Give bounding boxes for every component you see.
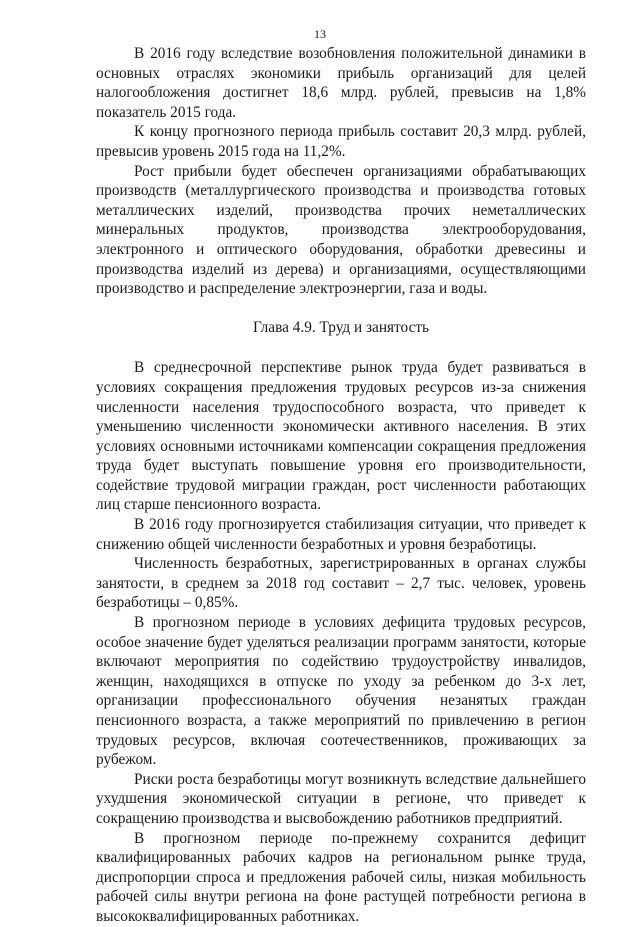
- paragraph: Численность безработных, зарегистрированных в органах службы занятости, в среднем за 2018 год составит – 2,7 тыс. человек, уровень безработицы – 0,85%.: [96, 555, 586, 612]
- chapter-heading: Глава 4.9. Труд и занятость: [252, 318, 430, 336]
- paragraph: В среднесрочной перспективе рынок труда будет развиваться в условиях сокращения предложения трудовых ресурсов из-за снижения численности населения трудоспособного возраста, что приведет к уменьшению численности экономически активного населения. В этих условиях основными источниками компенсации сокращения предложения труда будет выступать повышение уровня его производительности, содействие трудовой миграции граждан, рост численности работающих лиц старше пенсионного возраста.: [96, 359, 586, 514]
- paragraph: Риски роста безработицы могут возникнуть вследствие дальнейшего ухудшения экономической ситуации в регионе, что приведет к сокращению производства и высвобождению работников предприятий.: [96, 770, 586, 827]
- document-body: [96, 44, 586, 927]
- profit-section: [96, 44, 586, 299]
- page-number: 13: [314, 27, 326, 41]
- labor-section: [96, 358, 586, 926]
- paragraph: В 2016 году вследствие возобновления положительной динамики в основных отраслях экономики прибыль организаций для целей налогообложения достигнет 18,6 млрд. рублей, превысив на 1,8% показатель 2015 года.: [96, 45, 586, 121]
- paragraph: К концу прогнозного периода прибыль составит 20,3 млрд. рублей, превысив уровень 2015 года на 11,2%.: [96, 123, 586, 160]
- paragraph: В 2016 году прогнозируется стабилизация ситуации, что приведет к снижению общей численности безработных и уровня безработицы.: [96, 516, 586, 553]
- paragraph: В прогнозном периоде по-прежнему сохранится дефицит квалифицированных рабочих кадров на региональном рынке труда, диспропорции спроса и предложения рабочей силы, низкая мобильность рабочей силы внутри региона на фоне растущей потребности региона в высококвалифицированных работниках.: [96, 829, 586, 925]
- paragraph: В прогнозном периоде в условиях дефицита трудовых ресурсов, особое значение будет уделяться реализации программ занятости, которые включают мероприятия по содействию трудоустройству инвалидов, женщин, находящихся в отпуске по уходу за ребенком до 3-х лет, организации профессионального обучения незанятых граждан пенсионного возраста, а также мероприятий по привлечению в регион трудовых ресурсов, включая соотечественников, проживающих за рубежом.: [96, 614, 586, 769]
- paragraph: Рост прибыли будет обеспечен организациями обрабатывающих производств (металлургического производства и производства готовых металлических изделий, производства прочих неметаллических минеральных продуктов, производства электрооборудования, электронного и оптического оборудования, обработки древесины и производства изделий из дерева) и организациями, осуществляющими производство и распределение электроэнергии, газа и воды.: [96, 162, 586, 298]
